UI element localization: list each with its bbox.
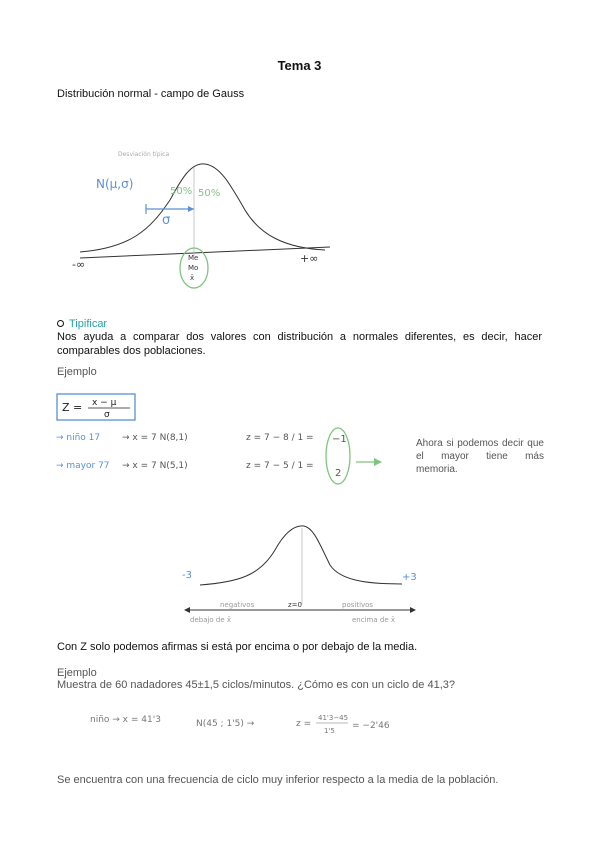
subtitle: Distribución normal - campo de Gauss: [57, 88, 245, 100]
example-label-2: Ejemplo: [57, 667, 97, 679]
center-mean: x̄: [190, 274, 195, 282]
paragraph: Nos ayuda a comparar dos valores con distribución a normales diferentes, es decir, hacer comparables dos poblaciones.: [57, 331, 542, 357]
formula-numerator: x − μ: [92, 398, 117, 408]
deviation-note: Desviación típica: [118, 151, 170, 158]
right-percent: 50%: [198, 188, 221, 199]
sigma-arrowhead: [188, 206, 194, 212]
tipificar-sketch: [56, 392, 396, 492]
row2-mid: → x = 7 N(5,1): [122, 461, 188, 471]
z-statement: Con Z solo podemos afirmas si está por encima o por debajo de la media.: [57, 641, 418, 653]
center-mo: Mo: [188, 264, 199, 272]
row1-z: z = 7 − 8 / 1 =: [246, 433, 314, 443]
left-bound: -3: [182, 570, 192, 581]
green-arrowhead: [374, 458, 382, 466]
bullet-icon: [57, 320, 64, 327]
row2-result: 2: [335, 468, 342, 479]
center-me: Me: [188, 254, 199, 262]
zero-label: z=0: [288, 601, 302, 609]
row2-z: z = 7 − 5 / 1 =: [246, 461, 314, 471]
example-label-1: Ejemplo: [57, 366, 97, 378]
formula-lhs: Z =: [62, 401, 83, 414]
neg-infinity: -∞: [72, 258, 86, 271]
distribution-label: N(μ,σ): [96, 177, 134, 191]
sigma-label: σ: [162, 213, 171, 228]
left-percent: 50%: [170, 186, 193, 197]
example-distribution: N(45 ; 1'5) →: [196, 719, 255, 729]
formula-denominator: σ: [104, 410, 110, 420]
sample-text: Muestra de 60 nadadores 45±1,5 ciclos/minutos. ¿Cómo es con un ciclo de 41,3?: [57, 679, 455, 691]
standard-normal-sketch: [180, 520, 420, 630]
row1-result: −1: [332, 434, 347, 445]
row1-label: → niño 17: [56, 433, 101, 443]
aside-note: Ahora si podemos decir que el mayor tiene más memoria.: [416, 438, 544, 475]
normal-curve-sketch: [60, 140, 340, 290]
example-result: = −2'46: [352, 721, 390, 731]
axis-left-arrowhead: [184, 607, 190, 613]
page-title: Tema 3: [277, 58, 322, 73]
section-heading-text: Tipificar: [69, 318, 108, 330]
negatives-label: negativos: [220, 601, 255, 609]
example-denominator: 1'5: [324, 727, 335, 735]
example-z-lhs: z =: [296, 719, 312, 729]
row2-label: → mayor 77: [56, 461, 110, 471]
conclusion: Se encuentra con una frecuencia de ciclo muy inferior respecto a la media de la población.: [57, 774, 499, 786]
right-bound: +3: [402, 572, 417, 583]
section-heading: [57, 318, 107, 330]
axis-right-arrowhead: [410, 607, 416, 613]
worked-example-sketch: [90, 706, 420, 742]
above-mean-label: encima de x̄: [352, 616, 395, 624]
below-mean-label: debajo de x̄: [190, 616, 232, 624]
positives-label: positivos: [342, 601, 374, 609]
standard-bell-curve: [200, 526, 402, 585]
pos-infinity: +∞: [300, 252, 319, 265]
example-child: niño → x = 41'3: [90, 715, 161, 725]
example-numerator: 41'3−45: [318, 714, 349, 722]
row1-mid: → x = 7 N(8,1): [122, 433, 188, 443]
